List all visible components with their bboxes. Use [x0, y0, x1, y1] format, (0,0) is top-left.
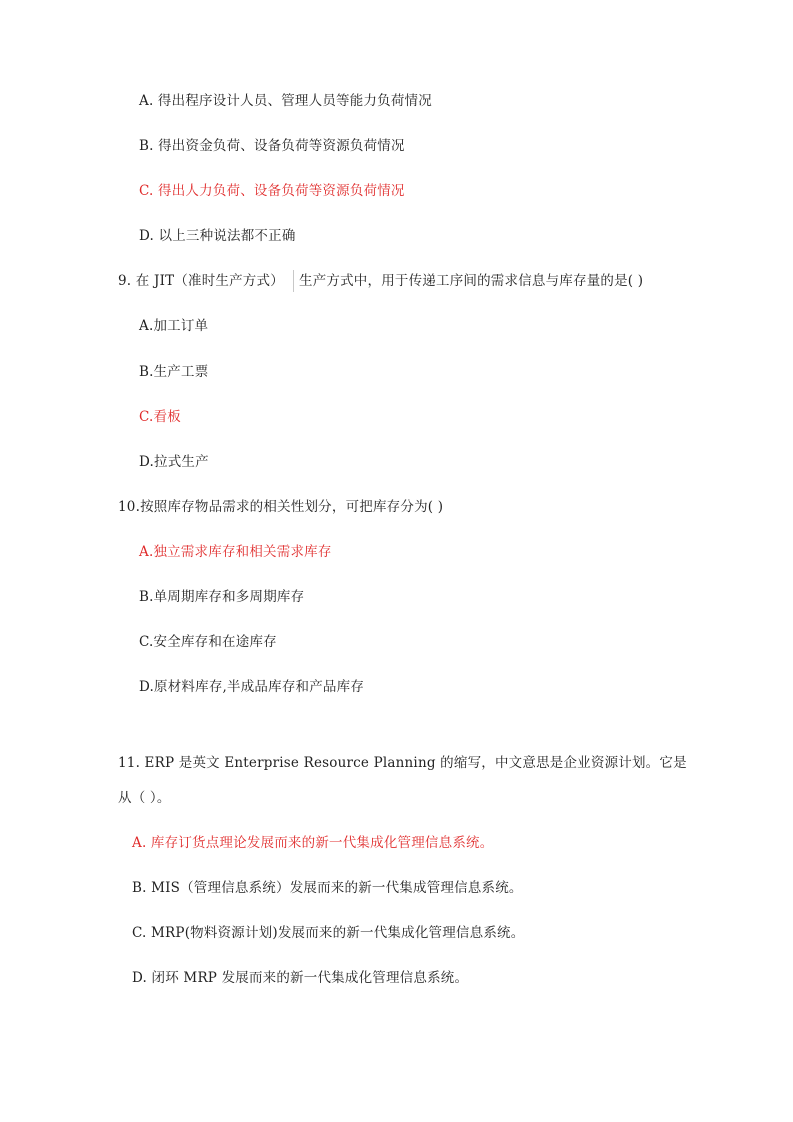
q9-option-d: D.拉式生产 [139, 454, 209, 470]
q9-option-b: B.生产工票 [139, 364, 209, 380]
q9-question-part1: 9. 在 JIT（准时生产方式） [118, 273, 284, 289]
q8-option-a: A. 得出程序设计人员、管理人员等能力负荷情况 [139, 93, 432, 109]
q11-option-d: D. 闭环 MRP 发展而来的新一代集成化管理信息系统。 [132, 970, 469, 986]
q8-option-b: B. 得出资金负荷、设备负荷等资源负荷情况 [139, 138, 405, 154]
q10-option-d: D.原材料库存,半成品库存和产品库存 [139, 679, 365, 695]
q11-option-b: B. MIS（管理信息系统）发展而来的新一代集成管理信息系统。 [132, 880, 523, 896]
q11-question-line1: 11. ERP 是英文 Enterprise Resource Planning 的缩写，中文意思是企业资源计划。它是 [118, 755, 687, 771]
q10-option-b: B.单周期库存和多周期库存 [139, 589, 305, 605]
q8-option-c-correct: C. 得出人力负荷、设备负荷等资源负荷情况 [139, 183, 405, 199]
q11-option-a-correct: A. 库存订货点理论发展而来的新一代集成化管理信息系统。 [132, 835, 494, 851]
q11-question-line2: 从（ ）。 [118, 790, 171, 806]
q9-text-cursor-divider [293, 270, 294, 292]
q9-option-c-correct: C.看板 [139, 409, 181, 425]
q10-question: 10.按照库存物品需求的相关性划分，可把库存分为( ) [118, 499, 444, 515]
q9-question-part2: 生产方式中，用于传递工序间的需求信息与库存量的是( ) [299, 273, 644, 289]
q10-option-c: C.安全库存和在途库存 [139, 634, 277, 650]
q9-option-a: A.加工订单 [139, 318, 209, 334]
q11-option-c: C. MRP(物料资源计划)发展而来的新一代集成化管理信息系统。 [132, 925, 525, 941]
q8-option-d: D. 以上三种说法都不正确 [139, 228, 296, 244]
q10-option-a-correct: A.独立需求库存和相关需求库存 [139, 544, 332, 560]
